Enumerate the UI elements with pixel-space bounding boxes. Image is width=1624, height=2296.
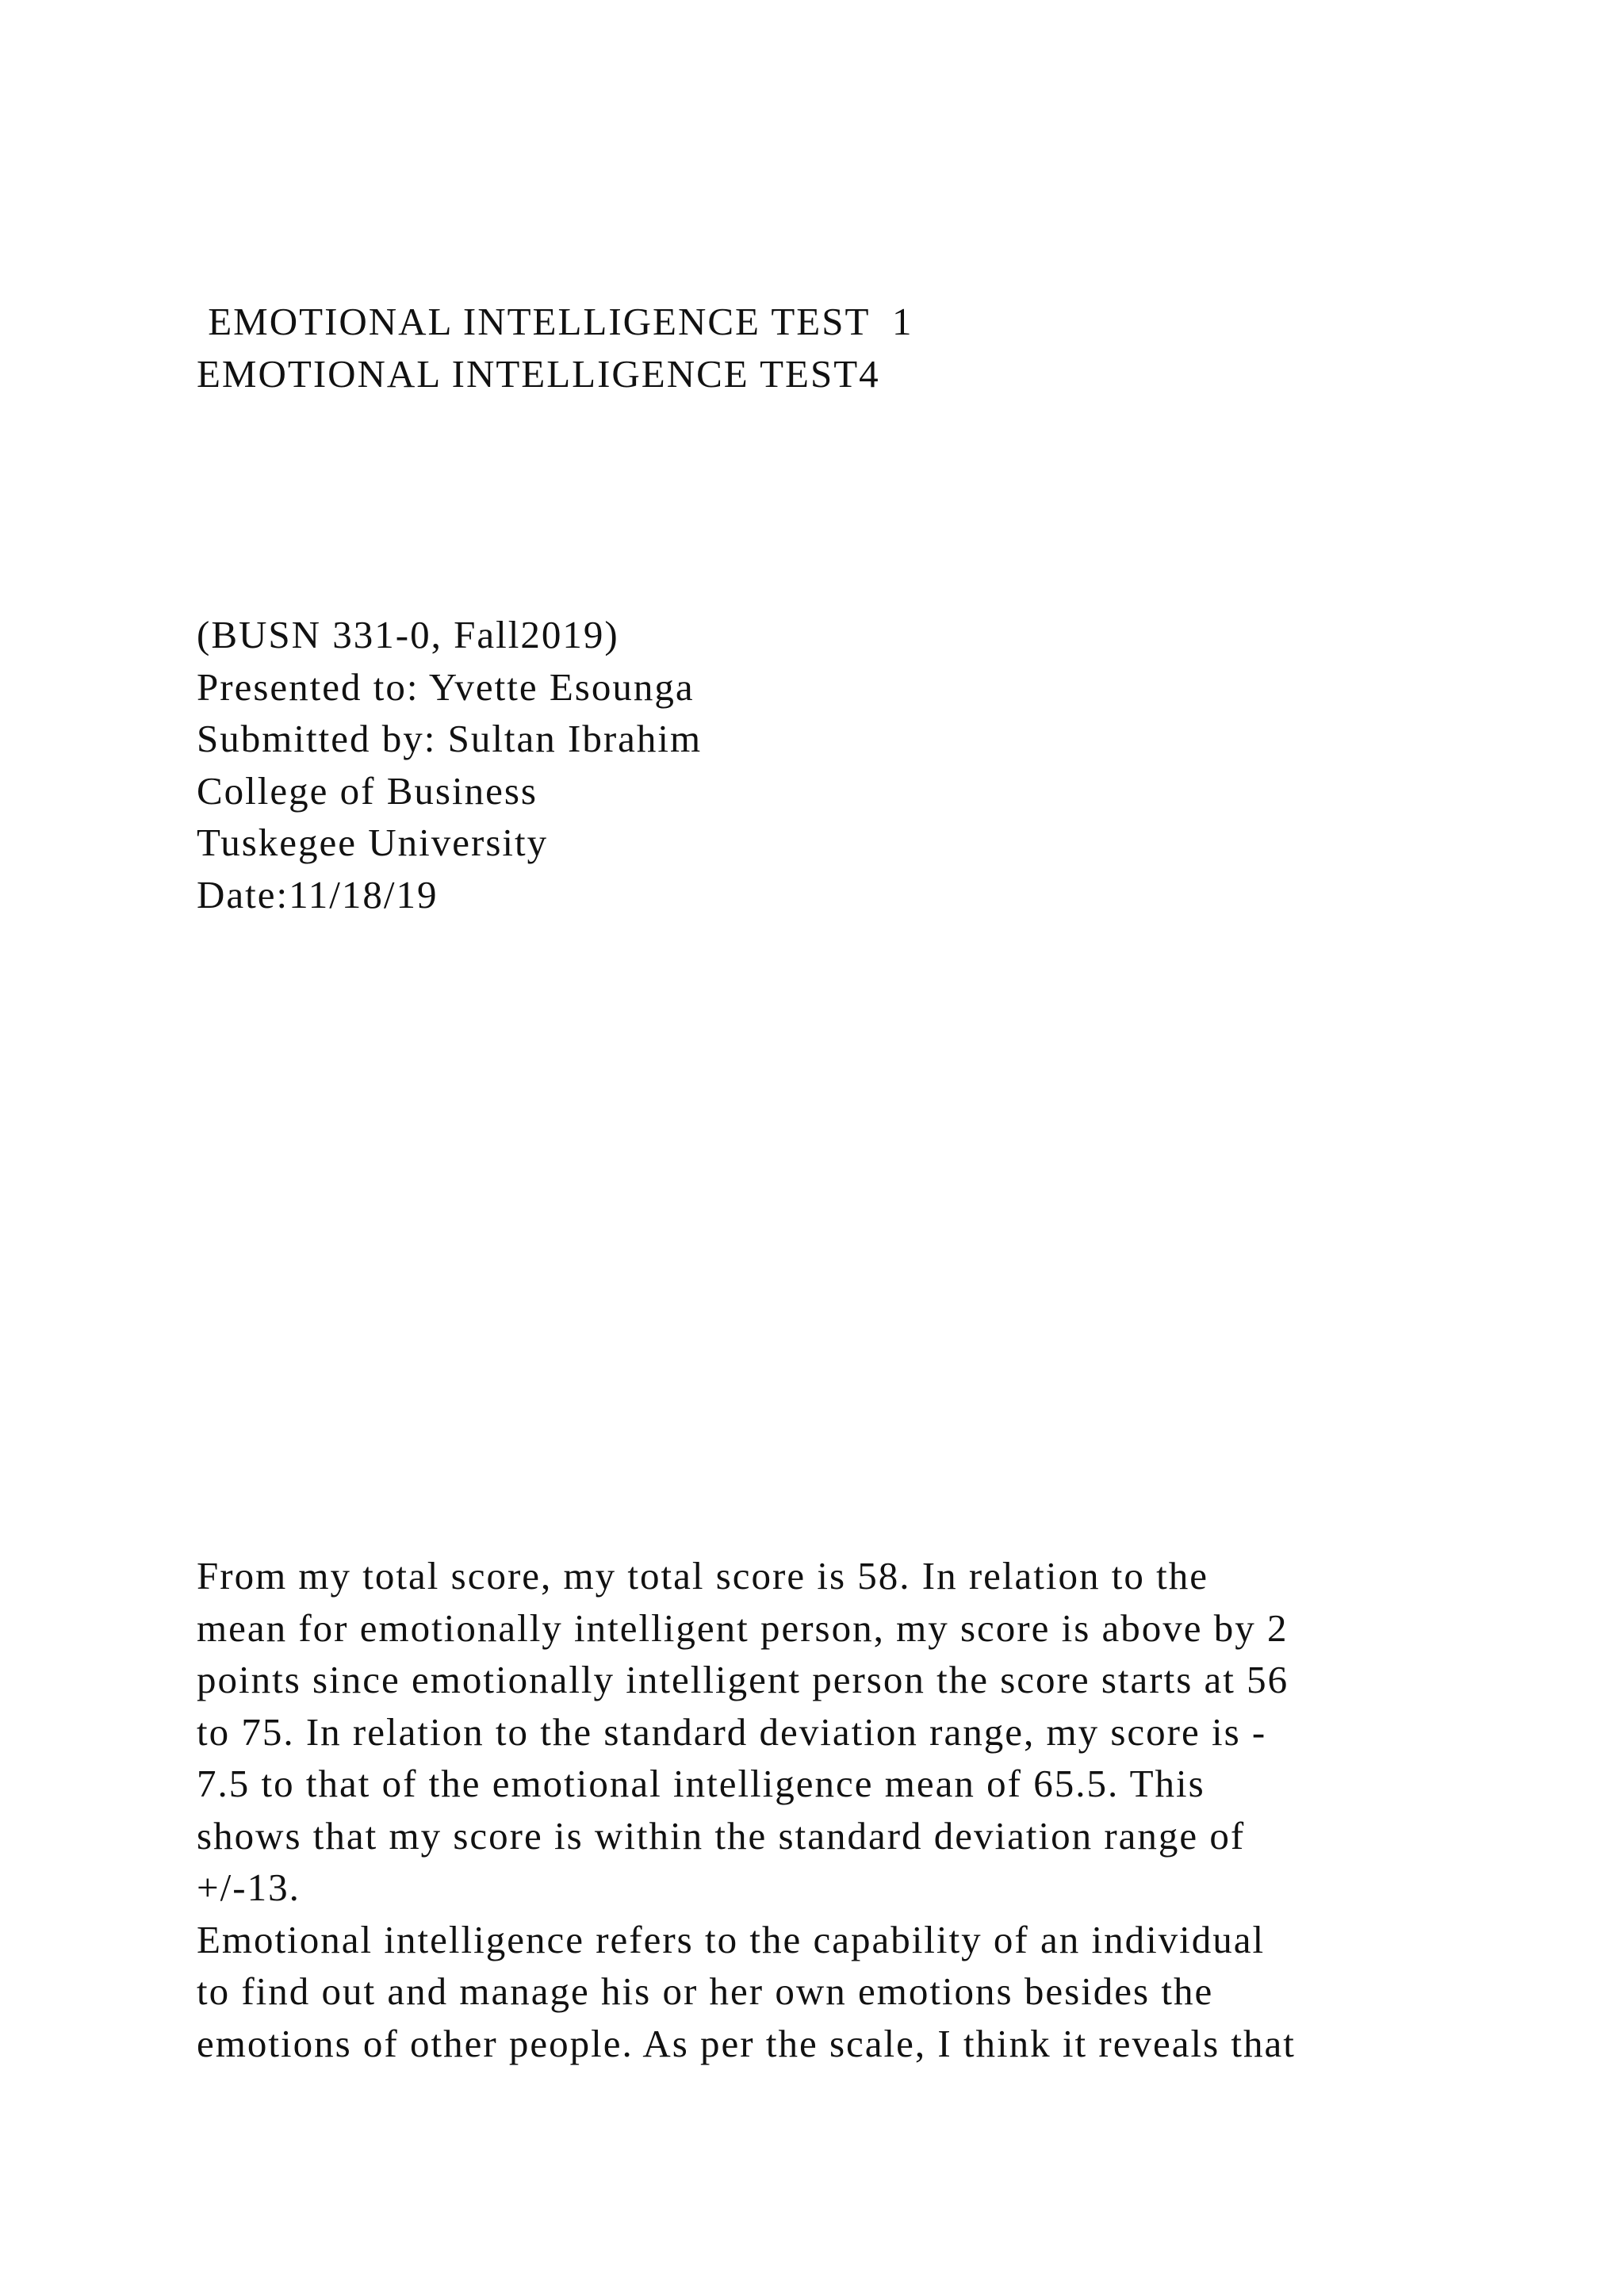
body-line: shows that my score is within the standard deviation range of (197, 1813, 1246, 1858)
body-line: to 75. In relation to the standard deviation range, my score is - (197, 1709, 1267, 1754)
running-header (197, 296, 1481, 400)
body-text (197, 1550, 1481, 2069)
college-line: College of Business (197, 768, 538, 813)
body-line: From my total score, my total score is 58. In relation to the (197, 1554, 1208, 1598)
presented-to-line: Presented to: Yvette Esounga (197, 664, 695, 709)
university-line: Tuskegee University (197, 821, 549, 864)
body-line: +/-13. (197, 1866, 301, 1909)
body-line: to find out and manage his or her own emotions besides the (197, 1969, 1214, 2013)
header-line: EMOTIONAL INTELLIGENCE TEST 1 (197, 300, 914, 343)
body-line: 7.5 to that of the emotional intelligence mean of 65.5. This (197, 1762, 1205, 1805)
body-line: mean for emotionally intelligent person, my score is above by 2 (197, 1605, 1289, 1650)
body-line: emotions of other people. As per the scale, I think it reveals that (197, 2021, 1296, 2065)
submitted-by-line: Submitted by: Sultan Ibrahim (197, 717, 703, 760)
body-line: points since emotionally intelligent person the score starts at 56 (197, 1658, 1289, 1701)
body-line: Emotional intelligence refers to the capability of an individual (197, 1917, 1266, 1961)
cover-info (197, 609, 1481, 920)
header-line: EMOTIONAL INTELLIGENCE TEST4 (197, 351, 880, 396)
date-line: Date:11/18/19 (197, 872, 439, 916)
course-line: (BUSN 331-0, Fall2019) (197, 613, 619, 656)
